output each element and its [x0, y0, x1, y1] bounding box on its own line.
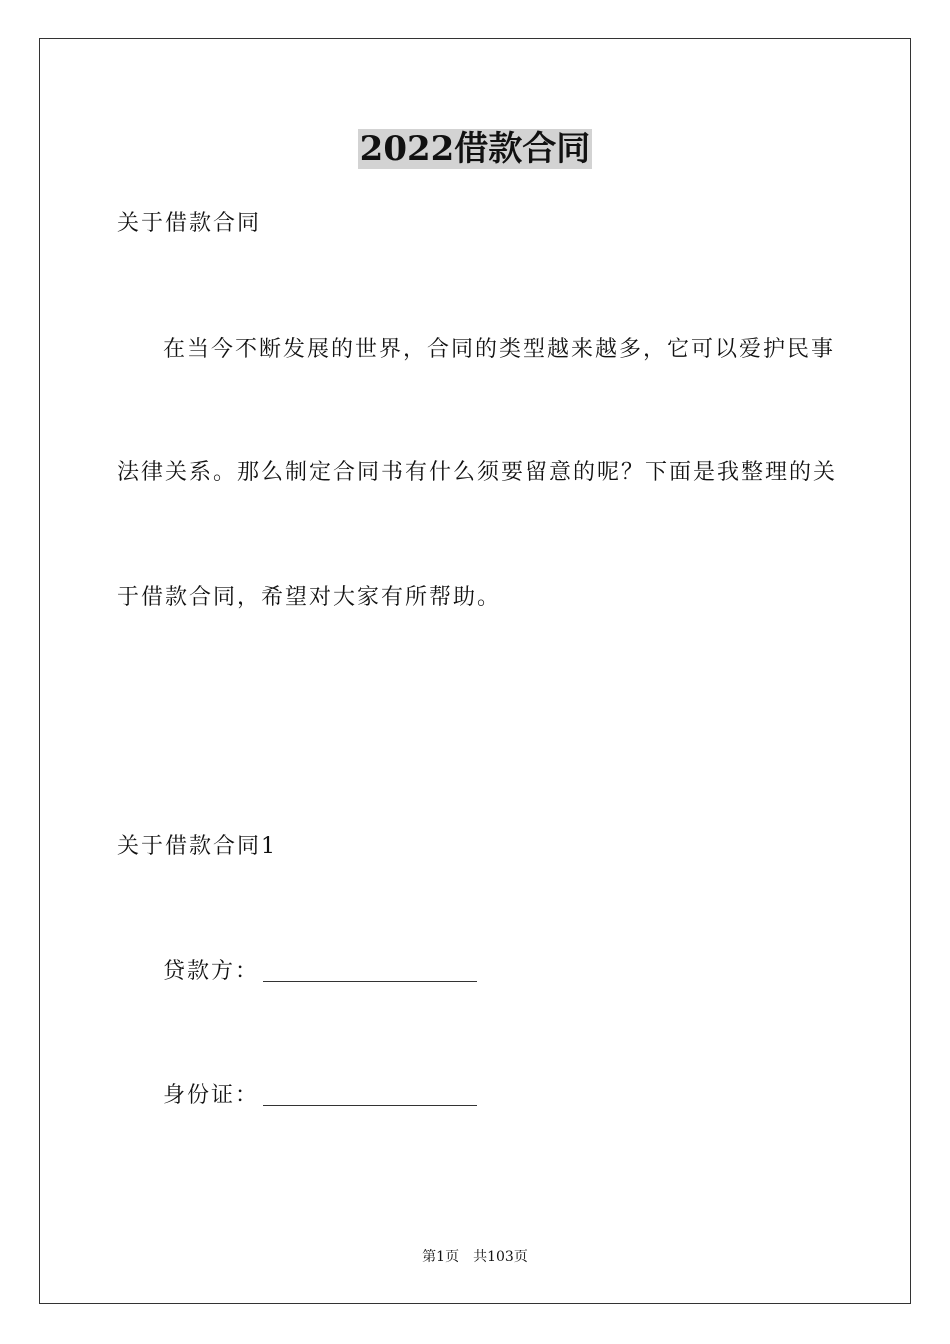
id-card-blank-line[interactable] — [263, 1083, 477, 1106]
page-number-total: 共103页 — [473, 1249, 528, 1265]
intro-line-1: 在当今不断发展的世界，合同的类型越来越多，它可以爱护民事 — [163, 337, 836, 362]
lender-field — [163, 957, 477, 987]
lender-blank-line[interactable] — [263, 959, 477, 982]
document-heading: 关于借款合同 — [117, 211, 262, 236]
page-footer — [0, 1247, 950, 1267]
section-title: 关于借款合同1 — [117, 834, 277, 859]
id-card-label: 身份证： — [163, 1083, 260, 1108]
document-title-text: 2022借款合同 — [359, 129, 591, 169]
lender-label: 贷款方： — [163, 959, 260, 984]
document-title — [0, 126, 950, 172]
intro-line-3: 于借款合同，希望对大家有所帮助。 — [117, 585, 502, 610]
id-card-field — [163, 1081, 477, 1111]
page-number-current: 第1页 — [422, 1249, 460, 1265]
intro-line-2: 法律关系。那么制定合同书有什么须要留意的呢？下面是我整理的关 — [117, 460, 838, 485]
